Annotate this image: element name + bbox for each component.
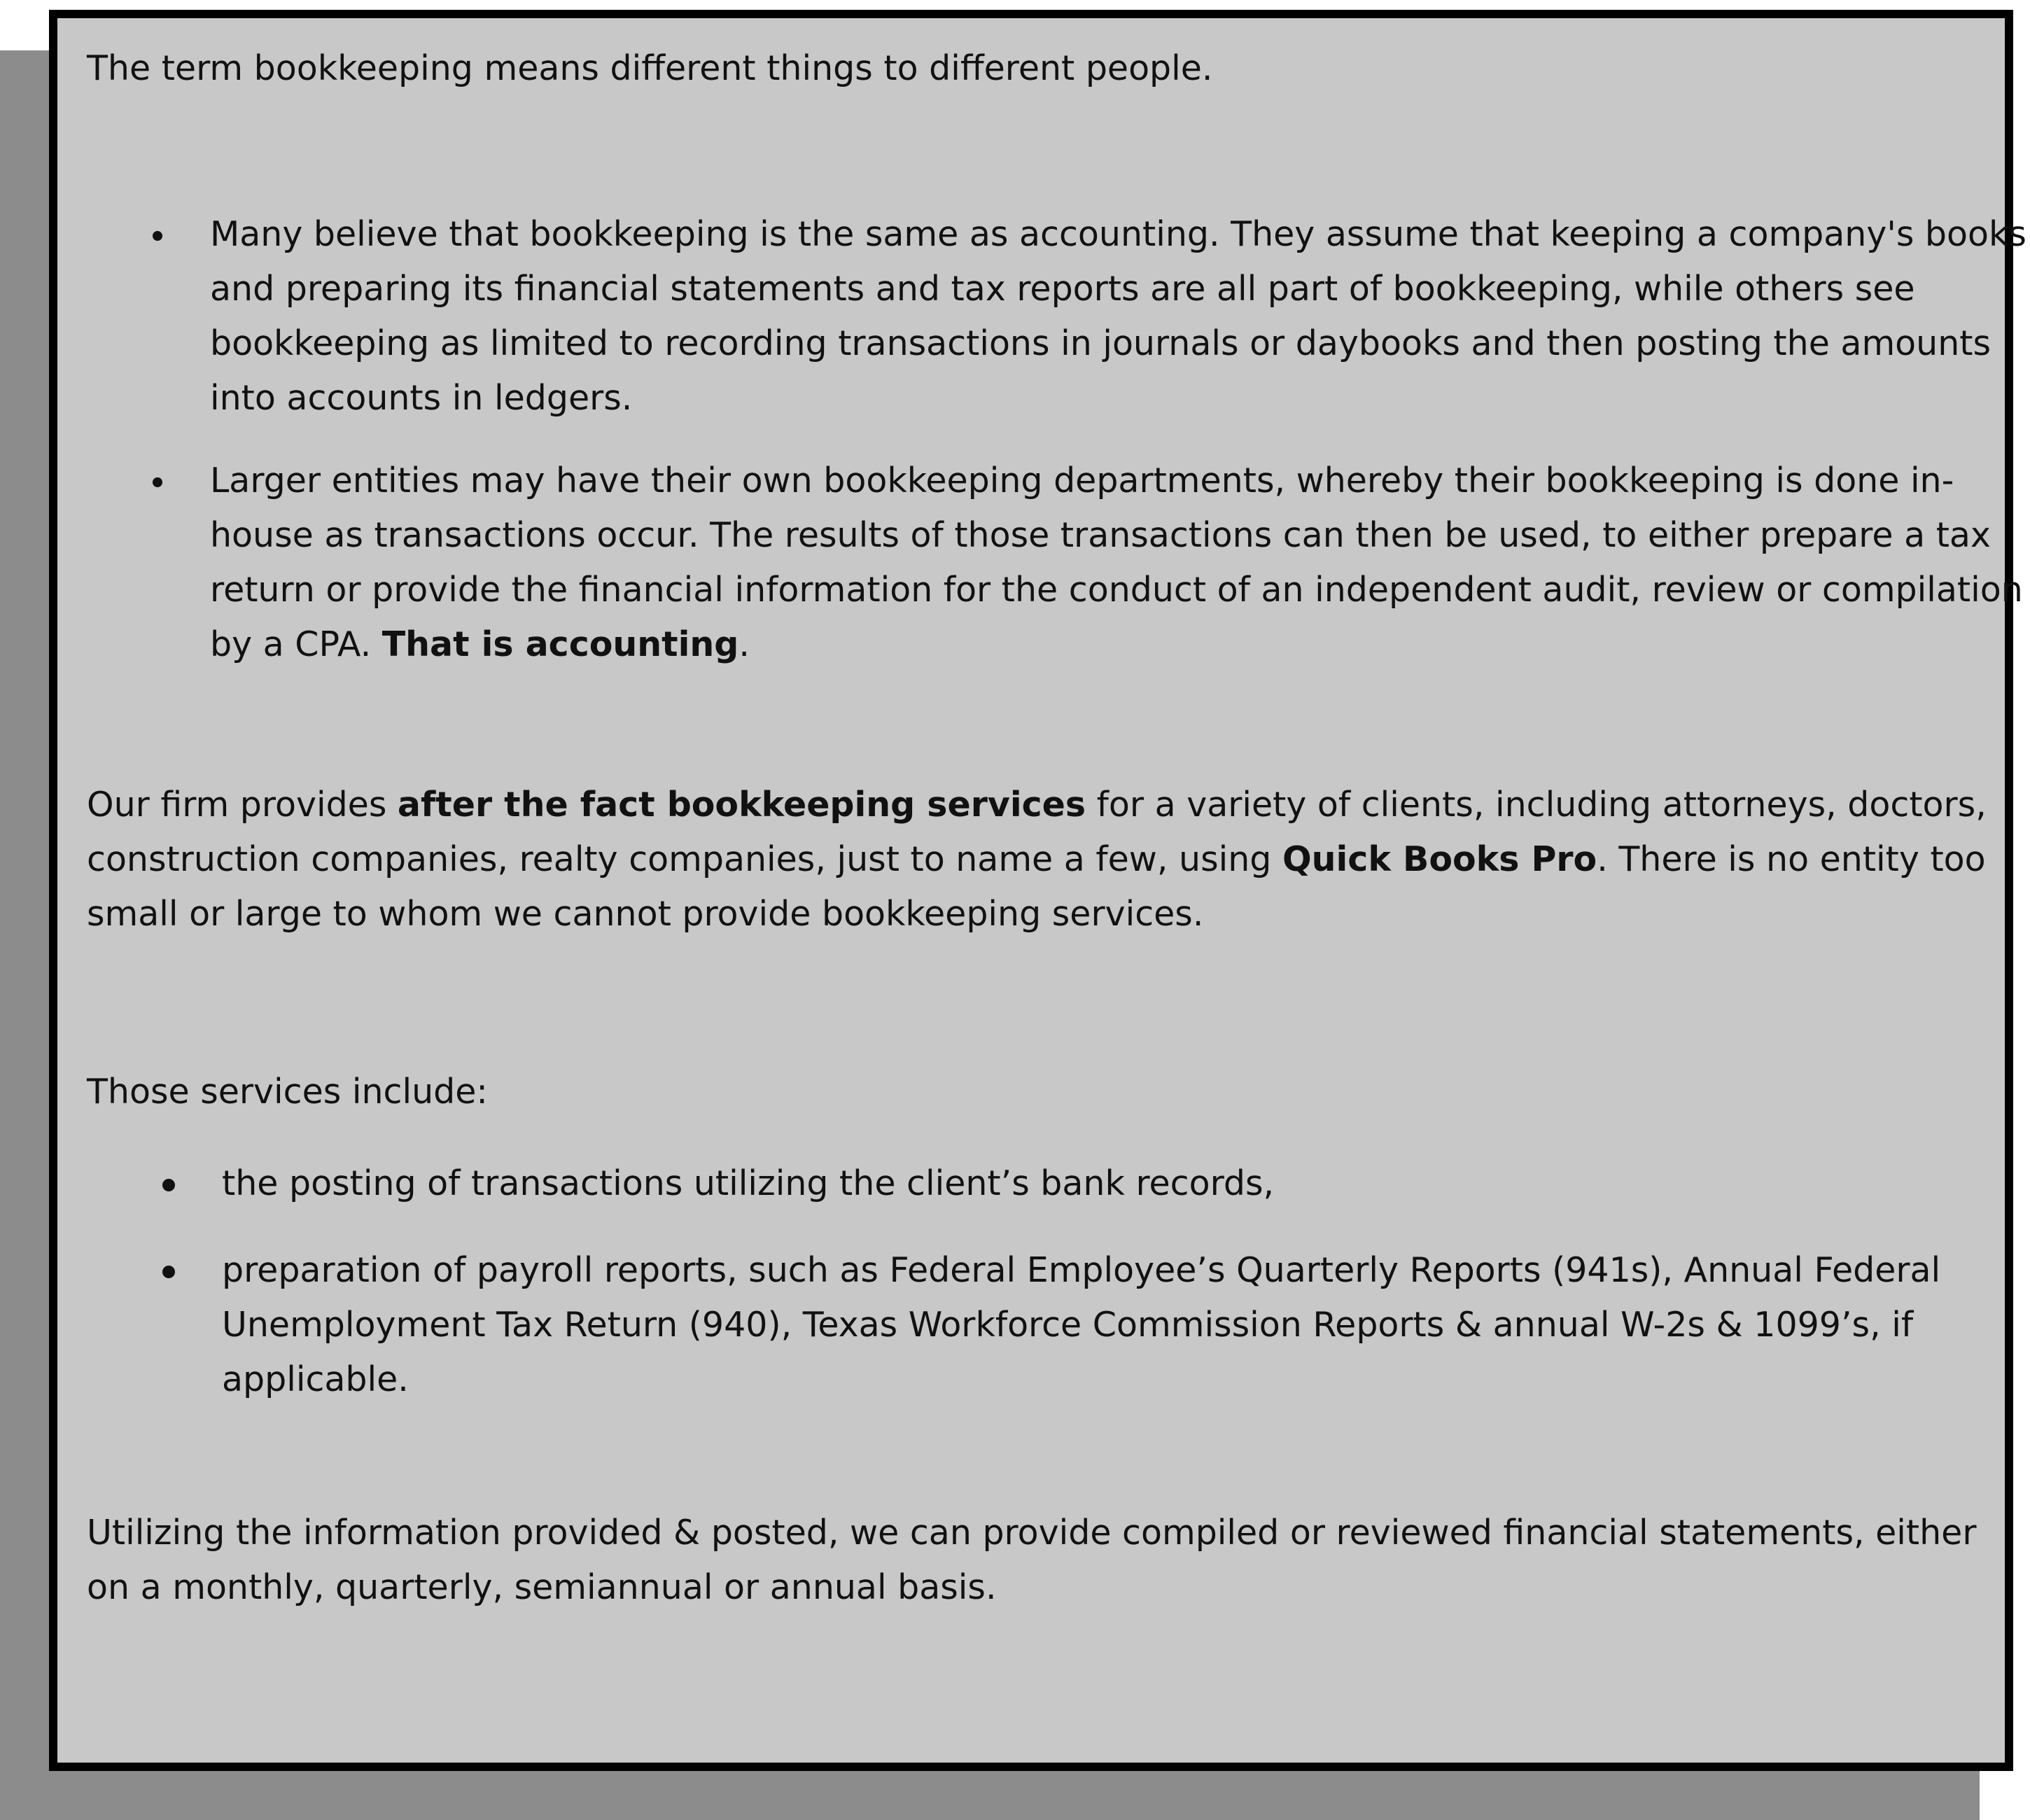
bullet-item-bookkeeping-vs-accounting: Many believe that bookkeeping is the same as accounting. They assume that keeping a company's books and preparing its financial statements and tax reports are all part of bookkeeping, while others see bookkeeping as limited to recording transactions in journals or daybooks and then posting the amounts into accounts in ledgers.: [210, 214, 2026, 418]
bold-text: Quick Books Pro: [1282, 839, 1597, 879]
bold-text: That is accounting: [382, 624, 739, 664]
content-panel: [49, 10, 2026, 1771]
bullet-icon: [162, 1266, 175, 1278]
firm-text-start: Our firm provides: [87, 785, 398, 825]
firm-text-middle: for a variety of clients, including attorneys, doctors, construction companies, realty companies, just to name a few, using: [87, 785, 1987, 879]
bullet-text-end: .: [738, 624, 750, 664]
bullet-text: Larger entities may have their own bookkeeping departments, whereby their bookkeeping is done in-house as transactions occur. The results of those transactions can then be used, to either prepare a tax return or provide the financial information for the conduct of an independent audit, review or compilation by a CPA.: [210, 461, 2023, 664]
bullet-item-larger-entities: [210, 454, 2030, 672]
service-item-posting: the posting of transactions utilizing the client’s bank records,: [222, 1163, 1275, 1203]
service-item-payroll: preparation of payroll reports, such as Federal Employee’s Quarterly Reports (941s), Annual Federal Unemployment Tax Return (940), Texas Workforce Commission Reports & annual W-2s & 1099’s, if applicable.: [222, 1250, 1941, 1399]
bullet-icon: [153, 477, 162, 487]
intro-paragraph: The term bookkeeping means different things to different people.: [87, 48, 1213, 88]
firm-text-end: . There is no entity too small or large to whom we cannot provide bookkeeping services.: [87, 839, 1986, 934]
bold-text: after the fact bookkeeping services: [397, 785, 1086, 825]
bullet-icon: [153, 231, 162, 241]
bullet-icon: [162, 1179, 175, 1191]
firm-paragraph: [87, 778, 1991, 941]
closing-paragraph: Utilizing the information provided & posted, we can provide compiled or reviewed financial statements, either on a monthly, quarterly, semiannual or annual basis.: [87, 1513, 1977, 1607]
services-heading: Those services include:: [87, 1072, 488, 1112]
